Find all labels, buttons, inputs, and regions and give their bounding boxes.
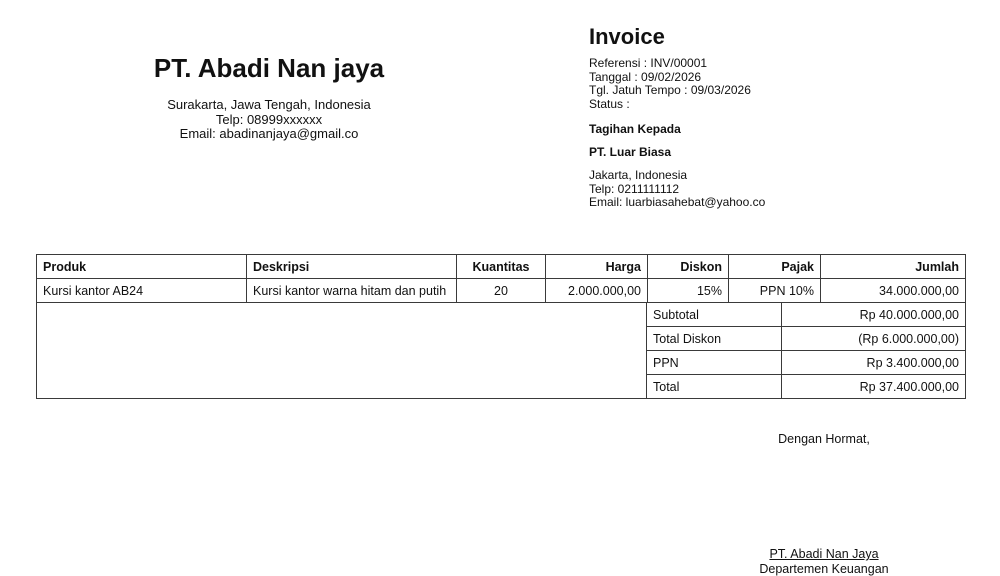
client-email: Email: luarbiasahebat@yahoo.co	[589, 195, 766, 209]
signatory-department: Departemen Keuangan	[759, 562, 889, 576]
company-address: Surakarta, Jawa Tengah, Indonesia	[167, 97, 371, 112]
invoice-meta	[589, 24, 929, 210]
summary-value: Rp 3.400.000,00	[782, 351, 966, 375]
empty-spacer-cell	[36, 303, 646, 399]
column-header-kuantitas: Kuantitas	[457, 255, 546, 279]
cell-jumlah: 34.000.000,00	[821, 279, 966, 303]
column-header-produk: Produk	[37, 255, 247, 279]
summary-value: Rp 40.000.000,00	[782, 303, 966, 327]
company-email: Email: abadinanjaya@gmail.co	[179, 126, 359, 141]
company-phone: Telp: 08999xxxxxx	[215, 111, 323, 127]
column-header-diskon: Diskon	[648, 255, 729, 279]
column-header-pajak: Pajak	[729, 255, 821, 279]
table-bottom-section	[36, 303, 965, 399]
summary-row-subtotal	[647, 303, 966, 327]
column-header-jumlah: Jumlah	[821, 255, 966, 279]
client-name: PT. Luar Biasa	[589, 144, 672, 159]
signature-block	[699, 547, 949, 576]
summary-table	[646, 303, 966, 399]
company-name: PT. Abadi Nan jaya	[153, 53, 385, 83]
cell-produk: Kursi kantor AB24	[37, 279, 247, 303]
summary-label: Subtotal	[647, 303, 782, 327]
cell-kuantitas: 20	[457, 279, 546, 303]
invoice-status: Status :	[589, 96, 630, 111]
summary-label: Total Diskon	[647, 327, 782, 351]
client-phone: Telp: 0211111112	[589, 181, 680, 196]
cell-pajak: PPN 10%	[729, 279, 821, 303]
company-header	[57, 52, 481, 142]
column-header-harga: Harga	[546, 255, 648, 279]
items-header-row	[37, 255, 966, 279]
signatory-name: PT. Abadi Nan Jaya	[769, 547, 879, 561]
invoice-date: Tanggal : 09/02/2026	[589, 69, 702, 84]
cell-harga: 2.000.000,00	[546, 279, 648, 303]
summary-label: Total	[647, 375, 782, 399]
client-address: Jakarta, Indonesia	[589, 168, 688, 182]
salutation: Dengan Hormat,	[778, 432, 870, 446]
invoice-table-area	[36, 254, 965, 399]
invoice-title: Invoice	[589, 24, 665, 49]
invoice-due-date: Tgl. Jatuh Tempo : 09/03/2026	[589, 83, 751, 97]
table-row	[37, 279, 966, 303]
cell-diskon: 15%	[648, 279, 729, 303]
summary-label: PPN	[647, 351, 782, 375]
summary-value: Rp 37.400.000,00	[782, 375, 966, 399]
billed-to-label: Tagihan Kepada	[589, 122, 681, 136]
invoice-reference: Referensi : INV/00001	[589, 56, 708, 70]
items-table	[36, 254, 966, 303]
summary-row-total	[647, 375, 966, 399]
cell-deskripsi: Kursi kantor warna hitam dan putih	[247, 279, 457, 303]
summary-row-ppn	[647, 351, 966, 375]
summary-row-total-diskon	[647, 327, 966, 351]
column-header-deskripsi: Deskripsi	[247, 255, 457, 279]
summary-value: (Rp 6.000.000,00)	[782, 327, 966, 351]
